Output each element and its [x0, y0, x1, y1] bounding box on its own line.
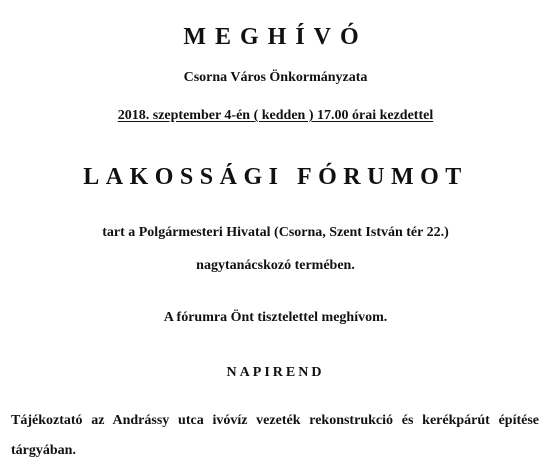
invitation-line: A fórumra Önt tisztelettel meghívom. — [163, 310, 388, 325]
date-line: 2018. szeptember 4-én ( kedden ) 17.00 órai kezdettel — [117, 108, 434, 123]
event-title: LAKOSSÁGI FÓRUMOT — [83, 164, 468, 190]
issuer-line: Csorna Város Önkormányzata — [183, 70, 368, 85]
agenda-item: Tájékoztató az Andrássy utca ivóvíz vezeték rekonstrukció és kerékpárút építése tárgyában. — [11, 413, 539, 458]
agenda-heading: NAPIREND — [226, 365, 325, 380]
document-title: MEGHÍVÓ — [183, 24, 368, 50]
venue-line-2: nagytanácskozó termében. — [196, 258, 355, 273]
venue-line-1: tart a Polgármesteri Hivatal (Csorna, Szent István tér 22.) — [102, 225, 449, 240]
